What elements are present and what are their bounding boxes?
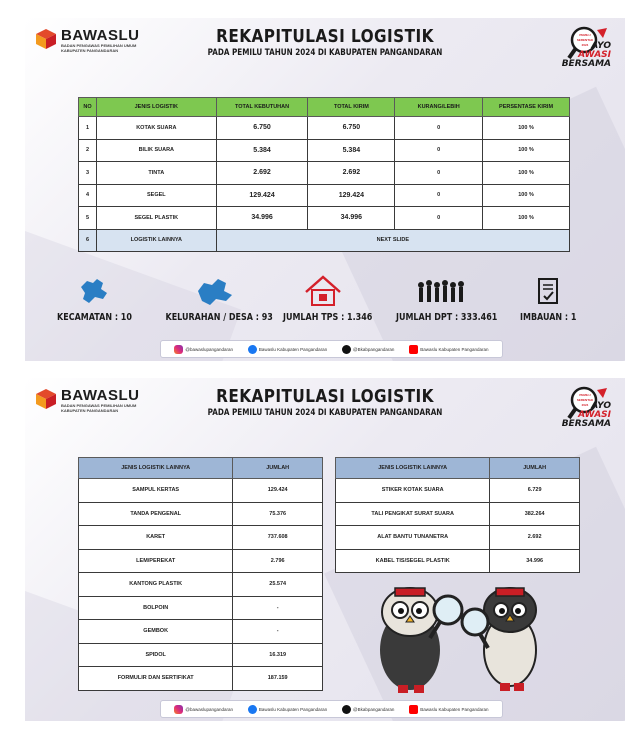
cell-jenis: GEMBOK <box>79 620 233 644</box>
stat-label: JUMLAH DPT : 333.461 <box>396 312 498 323</box>
title-main: REKAPITULASI LOGISTIK <box>216 386 434 407</box>
logistik-table <box>78 97 570 252</box>
cell-kurang: 0 <box>395 184 483 207</box>
table-row-logistik-lainnya <box>79 229 570 252</box>
stat-label: KECAMATAN : 10 <box>57 312 132 323</box>
stat-tps <box>273 274 373 323</box>
map-icon <box>75 277 115 307</box>
cell-kirim: 2.692 <box>308 162 395 185</box>
youtube-icon <box>409 705 418 714</box>
badge-line3: BERSAMA <box>561 59 611 69</box>
cell-jumlah: 2.692 <box>490 526 580 550</box>
badge-line2: AWASI <box>578 410 611 420</box>
cell-kebutuhan: 6.750 <box>216 117 308 140</box>
cell-next-slide: NEXT SLIDE <box>216 229 569 252</box>
facebook-icon <box>248 345 257 354</box>
document-check-icon <box>535 277 561 307</box>
cell-jenis: TALI PENGIKAT SURAT SUARA <box>336 502 490 526</box>
cell-persen: 100 % <box>483 117 570 140</box>
cell-no: 5 <box>79 207 97 230</box>
header-jumlah: JUMLAH <box>233 458 323 479</box>
social-facebook[interactable] <box>248 705 327 714</box>
social-instagram[interactable] <box>174 345 233 354</box>
table-row <box>336 549 580 573</box>
cell-jumlah: 6.729 <box>490 479 580 503</box>
slide-rekap-logistik-1 <box>25 18 625 361</box>
cell-jumlah: 382.264 <box>490 502 580 526</box>
brand-sub: KABUPATEN PANGANDARAN <box>61 408 119 413</box>
badge-tiny-text: PEMILU SERENTAK 2024 <box>576 393 594 407</box>
table-row <box>79 502 323 526</box>
stat-kecamatan <box>47 277 142 323</box>
x-icon <box>342 345 351 354</box>
cell-kirim: 129.424 <box>308 184 395 207</box>
social-label: Bawaslu Kabupaten Pangandaran <box>258 346 328 352</box>
social-label: @Bkabpangandaran <box>353 346 395 352</box>
cell-persen: 100 % <box>483 207 570 230</box>
social-label: @bawaslupangandaran <box>185 346 234 352</box>
cell-persen: 100 % <box>483 162 570 185</box>
owl-mascot-right <box>462 588 536 691</box>
title-sub: PADA PEMILU TAHUN 2024 DI KABUPATEN PANGANDARAN <box>207 48 443 58</box>
cell-jenis: KABEL TIS/SEGEL PLASTIK <box>336 549 490 573</box>
cell-kurang: 0 <box>395 117 483 140</box>
cell-kebutuhan: 2.692 <box>216 162 308 185</box>
page-title <box>25 386 625 418</box>
brand-sub: KABUPATEN PANGANDARAN <box>61 48 119 53</box>
header-jenis: JENIS LOGISTIK LAINNYA <box>79 458 233 479</box>
badge-line1: AYO <box>591 401 611 411</box>
brand-name: BAWASLU <box>61 387 140 404</box>
table-header-row <box>79 458 323 479</box>
logistik-lainnya-table-right <box>335 457 580 573</box>
cell-jumlah: 25.574 <box>233 573 323 597</box>
cell-jumlah: 187.159 <box>233 667 323 691</box>
cell-jumlah: 16.319 <box>233 643 323 667</box>
cell-jumlah: 129.424 <box>233 479 323 503</box>
instagram-icon <box>174 705 183 714</box>
owl-mascot-left <box>380 588 462 693</box>
stat-kelurahan <box>153 277 278 323</box>
badge-line2: AWASI <box>578 50 611 60</box>
cell-jumlah: 75.376 <box>233 502 323 526</box>
cell-kirim: 5.384 <box>308 139 395 162</box>
header-jenis: JENIS LOGISTIK LAINNYA <box>336 458 490 479</box>
ayo-awasi-badge <box>561 24 617 74</box>
cell-kurang: 0 <box>395 162 483 185</box>
cell-jenis: LOGISTIK LAINNYA <box>96 229 216 252</box>
cell-kebutuhan: 5.384 <box>216 139 308 162</box>
cell-kebutuhan: 34.996 <box>216 207 308 230</box>
slide-rekap-logistik-2 <box>25 378 625 721</box>
header-jumlah: JUMLAH <box>490 458 580 479</box>
social-label: Bawaslu Kabupaten Pangandaran <box>420 346 489 352</box>
cell-no: 3 <box>79 162 97 185</box>
cell-jumlah: 737.608 <box>233 526 323 550</box>
crowd-icon <box>415 277 465 307</box>
header-persen: PERSENTASE KIRIM <box>483 98 570 117</box>
badge-line3: BERSAMA <box>561 419 611 429</box>
stat-label: JUMLAH TPS : 1.346 <box>283 312 373 323</box>
cell-jumlah: - <box>233 620 323 644</box>
cell-jenis: BILIK SUARA <box>96 139 216 162</box>
logistik-lainnya-table-left <box>78 457 323 691</box>
stat-label: KELURAHAN / DESA : 93 <box>165 312 273 323</box>
social-youtube[interactable] <box>409 705 488 714</box>
cell-jenis: KOTAK SUARA <box>96 117 216 140</box>
header-kurang: KURANG/LEBIH <box>395 98 483 117</box>
header-kirim: TOTAL KIRIM <box>308 98 395 117</box>
cell-jenis: KARET <box>79 526 233 550</box>
cell-no: 6 <box>79 229 97 252</box>
instagram-icon <box>174 345 183 354</box>
title-main: REKAPITULASI LOGISTIK <box>216 26 434 47</box>
owl-mascots-illustration <box>360 580 550 695</box>
cell-jenis: SPIDOL <box>79 643 233 667</box>
table-row <box>79 620 323 644</box>
table-row <box>79 573 323 597</box>
social-label: Bawaslu Kabupaten Pangandaran <box>420 706 489 712</box>
social-label: @Bkabpangandaran <box>353 706 395 712</box>
table-row <box>79 643 323 667</box>
cell-jenis: BOLPOIN <box>79 596 233 620</box>
cell-no: 2 <box>79 139 97 162</box>
table-row <box>79 549 323 573</box>
title-sub: PADA PEMILU TAHUN 2024 DI KABUPATEN PANGANDARAN <box>207 408 443 418</box>
cell-persen: 100 % <box>483 139 570 162</box>
stat-label: IMBAUAN : 1 <box>520 312 577 323</box>
table-row <box>79 139 570 162</box>
table-row <box>79 162 570 185</box>
table-row <box>336 479 580 503</box>
cell-jenis: TANDA PENGENAL <box>79 502 233 526</box>
cell-jenis: SEGEL PLASTIK <box>96 207 216 230</box>
cell-kirim: 34.996 <box>308 207 395 230</box>
cell-jenis: KANTONG PLASTIK <box>79 573 233 597</box>
table-row <box>336 526 580 550</box>
table-row <box>79 184 570 207</box>
table-header-row <box>79 98 570 117</box>
social-x[interactable] <box>342 345 394 354</box>
table-row <box>79 207 570 230</box>
cell-no: 1 <box>79 117 97 140</box>
x-icon <box>342 705 351 714</box>
facebook-icon <box>248 705 257 714</box>
stat-imbauan <box>513 277 583 323</box>
house-icon <box>303 274 343 307</box>
social-bar <box>160 340 503 358</box>
cell-kirim: 6.750 <box>308 117 395 140</box>
stat-dpt <box>385 277 498 323</box>
cell-jumlah: 34.996 <box>490 549 580 573</box>
cell-jumlah: 2.796 <box>233 549 323 573</box>
header-no: NO <box>79 98 97 117</box>
table-row <box>336 502 580 526</box>
brand-sub: BADAN PENGAWAS PEMILIHAN UMUM <box>61 403 137 408</box>
cell-kebutuhan: 129.424 <box>216 184 308 207</box>
ayo-awasi-badge <box>561 384 617 434</box>
social-label: @bawaslupangandaran <box>185 706 234 712</box>
cell-jenis: TINTA <box>96 162 216 185</box>
youtube-icon <box>409 345 418 354</box>
table-header-row <box>336 458 580 479</box>
cell-jenis: SAMPUL KERTAS <box>79 479 233 503</box>
cell-jenis: SEGEL <box>96 184 216 207</box>
table-row <box>79 667 323 691</box>
cell-jenis: STIKER KOTAK SUARA <box>336 479 490 503</box>
cell-kurang: 0 <box>395 207 483 230</box>
header-jenis: JENIS LOGISTIK <box>96 98 216 117</box>
table-row <box>79 117 570 140</box>
table-row <box>79 596 323 620</box>
map-icon <box>194 277 238 307</box>
badge-tiny-text: PEMILU SERENTAK 2024 <box>576 33 594 47</box>
cell-kurang: 0 <box>395 139 483 162</box>
social-instagram[interactable] <box>174 705 233 714</box>
social-facebook[interactable] <box>248 345 327 354</box>
brand-sub: BADAN PENGAWAS PEMILIHAN UMUM <box>61 43 137 48</box>
social-x[interactable] <box>342 705 394 714</box>
cell-jumlah: - <box>233 596 323 620</box>
cell-no: 4 <box>79 184 97 207</box>
cell-jenis: LEM/PEREKAT <box>79 549 233 573</box>
page-title <box>25 26 625 58</box>
cell-jenis: ALAT BANTU TUNANETRA <box>336 526 490 550</box>
cell-persen: 100 % <box>483 184 570 207</box>
table-row <box>79 526 323 550</box>
social-label: Bawaslu Kabupaten Pangandaran <box>258 706 328 712</box>
table-row <box>79 479 323 503</box>
brand-name: BAWASLU <box>61 27 140 44</box>
badge-line1: AYO <box>591 41 611 51</box>
cell-jenis: FORMULIR DAN SERTIFIKAT <box>79 667 233 691</box>
header-kebutuhan: TOTAL KEBUTUHAN <box>216 98 308 117</box>
social-youtube[interactable] <box>409 345 488 354</box>
social-bar <box>160 700 503 718</box>
